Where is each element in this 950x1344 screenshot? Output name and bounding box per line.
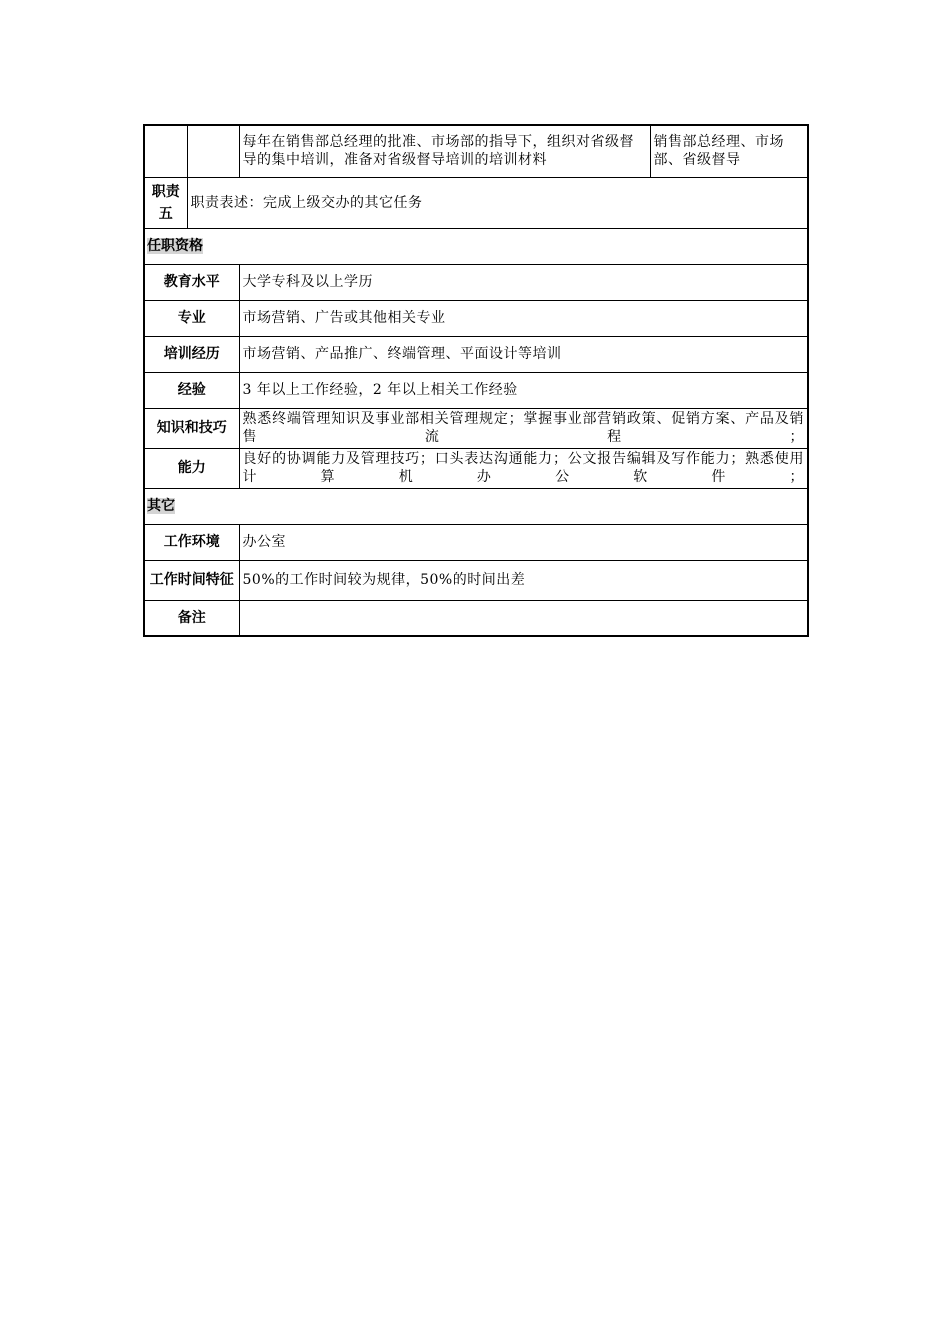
duty-label-cell — [144, 125, 187, 177]
duty-row-previous — [144, 125, 808, 177]
section-other — [144, 488, 808, 524]
duty-related-parties: 销售部总经理、市场部、省级督导 — [650, 125, 808, 177]
qual-value-major: 市场营销、广告或其他相关专业 — [239, 300, 808, 336]
job-description-table — [143, 124, 809, 637]
duty-description: 每年在销售部总经理的批准、市场部的指导下，组织对省级督导的集中培训，准备对省级督导培训的培训材料 — [239, 125, 650, 177]
duty-row-5 — [144, 177, 808, 228]
other-value-environment: 办公室 — [239, 524, 808, 560]
qual-label-major: 专业 — [144, 300, 239, 336]
section-qualifications — [144, 228, 808, 264]
section-title-other: 其它 — [144, 488, 808, 524]
qual-label-knowledge: 知识和技巧 — [144, 408, 239, 448]
duty-sub-cell — [187, 125, 239, 177]
other-label-worktime: 工作时间特征 — [144, 560, 239, 600]
qual-label-ability: 能力 — [144, 448, 239, 488]
qual-value-training: 市场营销、产品推广、终端管理、平面设计等培训 — [239, 336, 808, 372]
qual-label-education: 教育水平 — [144, 264, 239, 300]
qual-label-training: 培训经历 — [144, 336, 239, 372]
qual-value-ability: 良好的协调能力及管理技巧；口头表达沟通能力；公文报告编辑及写作能力；熟悉使用计算机办公软件； — [239, 448, 808, 488]
other-label-environment: 工作环境 — [144, 524, 239, 560]
qual-row-major — [144, 300, 808, 336]
duty5-label: 职责五 — [144, 177, 187, 228]
qual-row-knowledge — [144, 408, 808, 448]
other-value-worktime: 50%的工作时间较为规律，50%的时间出差 — [239, 560, 808, 600]
qual-row-experience — [144, 372, 808, 408]
qual-value-education: 大学专科及以上学历 — [239, 264, 808, 300]
qual-value-knowledge: 熟悉终端管理知识及事业部相关管理规定；掌握事业部营销政策、促销方案、产品及销售流程； — [239, 408, 808, 448]
qual-row-ability — [144, 448, 808, 488]
section-title-qualifications: 任职资格 — [144, 228, 808, 264]
qual-row-education — [144, 264, 808, 300]
other-row-worktime — [144, 560, 808, 600]
duty5-description: 职责表述：完成上级交办的其它任务 — [187, 177, 808, 228]
qual-label-experience: 经验 — [144, 372, 239, 408]
qual-row-training — [144, 336, 808, 372]
other-row-remarks — [144, 600, 808, 636]
qual-value-experience: 3 年以上工作经验，2 年以上相关工作经验 — [239, 372, 808, 408]
other-value-remarks — [239, 600, 808, 636]
other-label-remarks: 备注 — [144, 600, 239, 636]
other-row-environment — [144, 524, 808, 560]
